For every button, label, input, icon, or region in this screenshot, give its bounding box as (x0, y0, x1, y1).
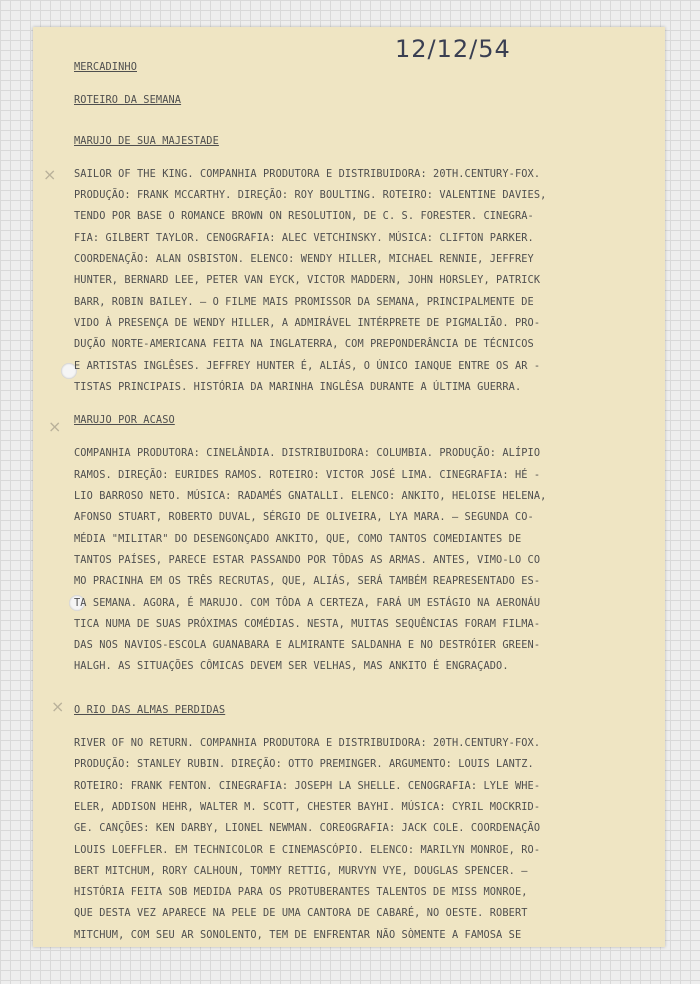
text-line: RIVER OF NO RETURN. COMPANHIA PRODUTORA E DISTRIBUIDORA: 20TH.CENTURY-FOX. (74, 737, 541, 750)
text-line: BERT MITCHUM, RORY CALHOUN, TOMMY RETTIG, MURVYN VYE, DOUGLAS SPENCER. — (74, 864, 528, 877)
text-line: GE. CANÇÕES: KEN DARBY, LIONEL NEWMAN. COREOGRAFIA: JACK COLE. COORDENAÇÃO (74, 822, 541, 835)
column-title: ROTEIRO DA SEMANA (74, 94, 182, 107)
text-line: HALGH. AS SITUAÇÕES CÔMICAS DEVEM SER VELHAS, MAS ANKITO É ENGRAÇADO. (74, 660, 509, 673)
text-line: HUNTER, BERNARD LEE, PETER VAN EYCK, VICTOR MADDERN, JOHN HORSLEY, PATRICK (74, 274, 541, 287)
review-title: MARUJO POR ACASO (74, 414, 175, 427)
text-line: TICA NUMA DE SUAS PRÓXIMAS COMÉDIAS. NESTA, MUITAS SEQUÊNCIAS FORAM FILMA- (74, 617, 541, 630)
text-line: DAS NOS NAVIOS-ESCOLA GUANABARA E ALMIRANTE SALDANHA E NO DESTRÓIER GREEN- (74, 639, 541, 652)
text-line: HISTÓRIA FEITA SOB MEDIDA PARA OS PROTUBERANTES TALENTOS DE MISS MONROE, (74, 886, 528, 899)
text-line: ELER, ADDISON HEHR, WALTER M. SCOTT, CHESTER BAYHI. MÚSICA: CYRIL MOCKRID- (74, 800, 541, 813)
text-line: FIA: GILBERT TAYLOR. CENOGRAFIA: ALEC VETCHINSKY. MÚSICA: CLIFTON PARKER. (74, 231, 534, 244)
text-line: RAMOS. DIREÇÃO: EURIDES RAMOS. ROTEIRO: VICTOR JOSÉ LIMA. CINEGRAFIA: HÉ - (74, 468, 541, 481)
review-title: O RIO DAS ALMAS PERDIDAS (74, 703, 226, 716)
text-line: MO PRACINHA EM OS TRÊS RECRUTAS, QUE, ALIÁS, SERÁ TAMBÉM REAPRESENTADO ES- (74, 575, 541, 588)
text-line: TANTOS PAÍSES, PARECE ESTAR PASSANDO POR TÔDAS AS ARMAS. ANTES, VIMO-LO CO (74, 553, 541, 566)
pencil-x-mark-icon: × (48, 417, 62, 436)
section-heading: MERCADINHO (74, 61, 137, 73)
text-line: DUÇÃO NORTE-AMERICANA FEITA NA INGLATERRA, COM PREPONDERÂNCIA DE TÉCNICOS (74, 338, 534, 351)
text-line: E ARTISTAS INGLÊSES. JEFFREY HUNTER É, ALIÁS, O ÚNICO IANQUE ENTRE OS AR - (74, 359, 541, 372)
typed-text (74, 57, 649, 946)
text-line: TISTAS PRINCIPAIS. HISTÓRIA DA MARINHA INGLÊSA DURANTE A ÚLTIMA GUERRA. (74, 380, 522, 393)
text-line: LIO BARROSO NETO. MÚSICA: RADAMÉS GNATALLI. ELENCO: ANKITO, HELOISE HELENA, (74, 490, 547, 503)
handwritten-date: 12/12/54 (395, 35, 511, 63)
review-body (74, 164, 649, 398)
text-line: MÉDIA "MILITAR" DO DESENGONÇADO ANKITO, QUE, COMO TANTOS COMEDIANTES DE (74, 532, 522, 545)
text-line: LOUIS LOEFFLER. EM TECHNICOLOR E CINEMASCÓPIO. ELENCO: MARILYN MONROE, RO- (74, 843, 541, 856)
typewritten-page (33, 27, 665, 947)
text-line: PRODUÇÃO: FRANK MCCARTHY. DIREÇÃO: ROY BOULTING. ROTEIRO: VALENTINE DAVIES, (74, 189, 547, 202)
text-line: SAILOR OF THE KING. COMPANHIA PRODUTORA E DISTRIBUIDORA: 20TH.CENTURY-FOX. (74, 167, 541, 180)
text-line: MITCHUM, COM SEU AR SONOLENTO, TEM DE ENFRENTAR NÃO SÒMENTE A FAMOSA SE (74, 928, 522, 941)
text-line: VIDO À PRESENÇA DE WENDY HILLER, A ADMIRÁVEL INTÉRPRETE DE PIGMALIÃO. PRO- (74, 316, 541, 329)
text-line: PRODUÇÃO: STANLEY RUBIN. DIREÇÃO: OTTO PREMINGER. ARGUMENTO: LOUIS LANTZ. (74, 758, 534, 771)
text-line: ROTEIRO: FRANK FENTON. CINEGRAFIA: JOSEPH LA SHELLE. CENOGRAFIA: LYLE WHE- (74, 779, 541, 792)
text-line: TENDO POR BASE O ROMANCE BROWN ON RESOLUTION, DE C. S. FORESTER. CINEGRA- (74, 210, 534, 223)
text-line: QUE DESTA VEZ APARECE NA PELE DE UMA CANTORA DE CABARÉ, NO OESTE. ROBERT (74, 907, 528, 920)
review-body (74, 733, 649, 946)
review-body (74, 443, 649, 677)
pencil-x-mark-icon: × (43, 165, 57, 184)
review-title: MARUJO DE SUA MAJESTADE (74, 134, 219, 147)
pencil-x-mark-icon: × (51, 697, 65, 716)
text-line: AFONSO STUART, ROBERTO DUVAL, SÉRGIO DE OLIVEIRA, LYA MARA. — SEGUNDA CO- (74, 511, 534, 524)
text-line: COMPANHIA PRODUTORA: CINELÂNDIA. DISTRIBUIDORA: COLUMBIA. PRODUÇÃO: ALÍPIO (74, 447, 541, 460)
text-line: BARR, ROBIN BAILEY. — O FILME MAIS PROMISSOR DA SEMANA, PRINCIPALMENTE DE (74, 295, 534, 308)
text-line: COORDENAÇÃO: ALAN OSBISTON. ELENCO: WENDY HILLER, MICHAEL RENNIE, JEFFREY (74, 253, 534, 266)
text-line: TA SEMANA. AGORA, É MARUJO. COM TÔDA A CERTEZA, FARÁ UM ESTÁGIO NA AERONÁU (74, 596, 541, 609)
